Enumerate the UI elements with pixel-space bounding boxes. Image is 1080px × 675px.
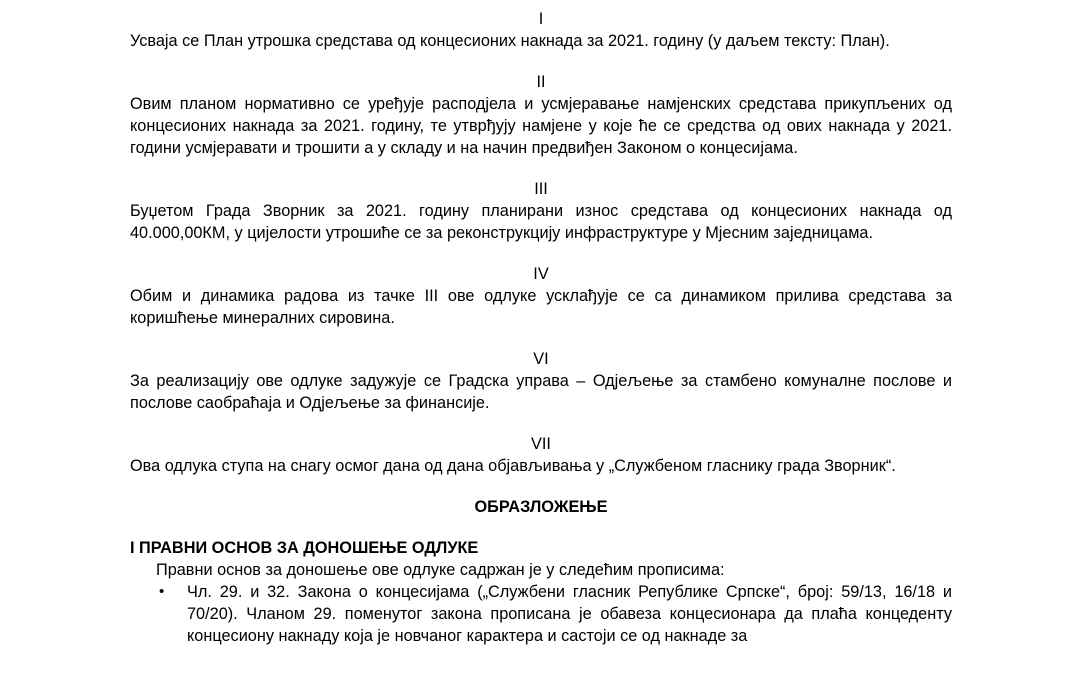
document-page [130,8,952,647]
list-item [130,581,952,647]
legal-basis-heading: I ПРАВНИ ОСНОВ ЗА ДОНОШЕЊЕ ОДЛУКЕ [130,539,479,557]
section-paragraph: Усваја се План утрошка средстава од концесионих накнада за 2021. годину (у даљем тексту: План). [130,32,890,50]
section-paragraph: Обим и динамика радова из тачке III ове одлуке усклађује се са динамиком прилива средстава за коришћење минералних сировина. [130,287,952,327]
section-paragraph: Ова одлука ступа на снагу осмог дана од дана објављивања у „Службеном гласнику града Зворник“. [130,457,896,475]
list-item-text: Чл. 29. и 32. Закона о концесијама („Службени гласник Републике Српске“, број: 59/13, 16/18 и 70/20). Чланом 29. поменутог закона прописана је обавеза концесионара да плаћа концеденту концесиону накнаду која је новчаног карактера и састоји се од накнаде за [187,583,952,645]
section-number: VI [533,350,549,368]
section-number: I [538,10,544,28]
section-number: VII [531,435,551,453]
section-paragraph: Буџетом Града Зворник за 2021. годину планирани износ средстава од концесионих накнада од 40.000,00КМ, у цијелости утрошиће се за реконструкцију инфраструктуре у Мјесним заједницама. [130,202,952,242]
section-number: II [536,73,546,91]
explanation-title: ОБРАЗЛОЖЕЊЕ [474,498,608,516]
section-number: III [534,180,548,198]
section-paragraph: Овим планом нормативно се уређује расподјела и усмјеравање намјенских средстава прикупљених од концесионих накнада за 2021. годину, те утврђују намјене у које ће се средства од ових накнада у 2021. години усмјеравати и трошити а у складу и на начин предвиђен Законом о концесијама. [130,95,952,157]
section-number: IV [533,265,549,283]
legal-basis-intro: Правни основ за доношење ове одлуке садржан је у следећим прописима: [156,561,725,579]
section-paragraph: За реализацију ове одлуке задужује се Градска управа – Одјељење за стамбено комуналне послове и послове саобраћаја и Одјељење за финансије. [130,372,952,412]
bullet-icon: • [159,583,165,600]
